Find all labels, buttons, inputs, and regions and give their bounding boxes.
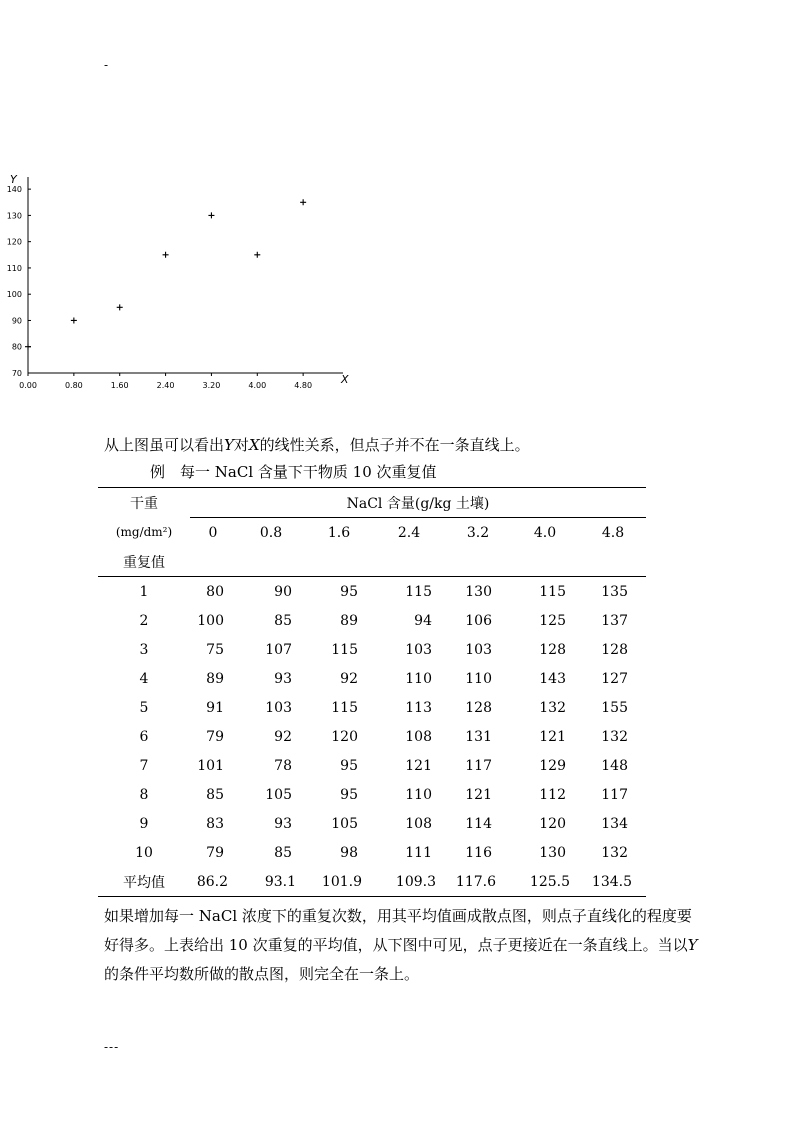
repeat-index-cell: 7 [139, 757, 149, 774]
table-cell: 79 [206, 844, 224, 861]
column-header: 1.6 [327, 524, 351, 541]
table-cell: 113 [405, 699, 432, 716]
table-cell: 121 [465, 786, 492, 803]
repeat-index-cell: 4 [139, 670, 149, 687]
y-tick-label: 70 [11, 369, 22, 378]
table-cell: 93 [274, 670, 292, 687]
mean-label-cell: 平均值 [98, 867, 190, 897]
y-tick-label: 90 [11, 316, 22, 326]
table-cell: 131 [465, 728, 492, 745]
table-row [98, 693, 646, 722]
table-cell: 103 [465, 641, 492, 658]
table-cell: 112 [539, 786, 566, 803]
table-cell: 128 [601, 641, 628, 658]
table-cell: 117 [465, 757, 492, 774]
y-tick-label: 130 [6, 211, 22, 221]
data-point-marker [25, 344, 31, 350]
y-tick-label: 110 [6, 263, 22, 273]
table-cell: 115 [539, 583, 566, 600]
table-cell: 90 [274, 583, 292, 600]
p2-text-b: 的条件平均数所做的散点图，则完全在一条上。 [104, 965, 420, 983]
mean-cell: 117.6 [446, 867, 510, 897]
x-tick-label: 4.00 [248, 381, 267, 390]
repeat-index-cell: 3 [139, 641, 149, 658]
column-header: 2.4 [397, 524, 421, 541]
table-cell: 110 [405, 670, 432, 687]
table-cell: 95 [340, 757, 358, 774]
table-cell: 117 [601, 786, 628, 803]
mean-cell: 134.5 [580, 867, 646, 897]
y-tick-label: 80 [11, 342, 22, 352]
table-caption: 例 每一 NaCl 含量下干物质 10 次重复值 [150, 463, 437, 481]
table-cell: 121 [405, 757, 432, 774]
paragraph-2 [104, 902, 704, 989]
table-cell: 132 [601, 844, 628, 861]
p1-var-y: Y [224, 436, 234, 454]
x-tick-label: 1.60 [110, 381, 129, 390]
scatter-chart [0, 165, 360, 397]
repeat-index-cell: 5 [139, 699, 149, 716]
table-cell: 80 [206, 583, 224, 600]
table-cell: 106 [465, 612, 492, 629]
data-table [98, 487, 646, 897]
column-header: 0.8 [259, 524, 283, 541]
table-row [98, 838, 646, 867]
table-cell: 79 [206, 728, 224, 745]
table-cell: 129 [539, 757, 566, 774]
table-cell: 108 [405, 728, 432, 745]
x-tick-label: 2.40 [156, 381, 175, 390]
mean-cell: 86.2 [190, 867, 236, 897]
p2-var-y: Y [687, 936, 698, 954]
table-cell: 75 [206, 641, 224, 658]
table-cell: 94 [414, 612, 432, 629]
table-row [98, 780, 646, 809]
table-cell: 125 [539, 612, 566, 629]
table-cell: 107 [265, 641, 292, 658]
row-header-line2: (mg/dm²) [115, 525, 173, 540]
table-cell: 103 [265, 699, 292, 716]
data-point-marker [117, 304, 123, 310]
p1-text-a: 从上图虽可以看出 [104, 436, 225, 454]
table-cell: 114 [465, 815, 492, 832]
x-tick-label: 3.20 [202, 381, 221, 390]
table-row [98, 635, 646, 664]
column-header: 0 [208, 524, 218, 541]
table-cell: 115 [331, 699, 358, 716]
table-cell: 105 [331, 815, 358, 832]
column-header: 4.0 [533, 524, 557, 541]
table-row [98, 664, 646, 693]
table-cell: 121 [539, 728, 566, 745]
column-header: 3.2 [466, 524, 490, 541]
mean-cell: 101.9 [306, 867, 372, 897]
table-cell: 92 [340, 670, 358, 687]
mean-row [98, 867, 646, 897]
table-cell: 110 [405, 786, 432, 803]
table-cell: 100 [197, 612, 224, 629]
table-cell: 95 [340, 583, 358, 600]
table-cell: 89 [206, 670, 224, 687]
table-cell: 128 [539, 641, 566, 658]
p1-text-b: 对 [233, 436, 249, 454]
table-cell: 111 [405, 844, 432, 861]
table-cell: 93 [274, 815, 292, 832]
table-row [98, 606, 646, 635]
page-top-mark: - [104, 58, 109, 72]
table-cell: 127 [601, 670, 628, 687]
column-header: 4.8 [601, 524, 625, 541]
table-row [98, 809, 646, 838]
table-cell: 108 [405, 815, 432, 832]
p2-text-a: 如果增加每一 NaCl 浓度下的重复次数，用其平均值画成散点图，则点子直线化的程度要好得多。上表给出 10 次重复的平均值，从下图中可见，点子更接近在一条直线上。当以 [104, 907, 692, 954]
table-cell: 120 [539, 815, 566, 832]
x-tick-label: 0.00 [19, 381, 37, 390]
table-cell: 135 [601, 583, 628, 600]
table-cell: 85 [274, 612, 292, 629]
table-cell: 115 [331, 641, 358, 658]
table-row [98, 751, 646, 780]
table-cell: 98 [340, 844, 358, 861]
data-point-marker [300, 199, 306, 205]
table-cell: 120 [331, 728, 358, 745]
data-point-marker [163, 252, 169, 258]
table-cell: 89 [340, 612, 358, 629]
table-cell: 83 [206, 815, 224, 832]
table-row [98, 722, 646, 751]
data-point-marker [254, 252, 260, 258]
table-cell: 95 [340, 786, 358, 803]
table-cell: 137 [601, 612, 628, 629]
p1-text-c: 的线性关系，但点子并不在一条直线上。 [259, 436, 530, 454]
group-header: NaCl 含量(g/kg 土壤) [190, 488, 646, 518]
table-cell: 148 [601, 757, 628, 774]
table-cell: 92 [274, 728, 292, 745]
data-point-marker [208, 212, 214, 218]
repeat-index-cell: 2 [139, 612, 149, 629]
repeat-index-cell: 10 [135, 844, 153, 861]
table-cell: 134 [601, 815, 628, 832]
repeat-index-cell: 8 [139, 786, 149, 803]
paragraph-1 [104, 431, 530, 460]
repeat-index-cell: 6 [139, 728, 149, 745]
table-cell: 105 [265, 786, 292, 803]
mean-cell: 125.5 [510, 867, 580, 897]
table-cell: 103 [405, 641, 432, 658]
table-cell: 91 [206, 699, 224, 716]
row-header-line1: 干重 [98, 488, 190, 518]
x-axis-label: X [341, 373, 349, 386]
table-cell: 116 [465, 844, 492, 861]
table-cell: 110 [465, 670, 492, 687]
x-tick-label: 4.80 [294, 381, 313, 390]
p1-var-x: X [248, 436, 260, 454]
table-cell: 132 [601, 728, 628, 745]
x-tick-label: 0.80 [64, 381, 83, 390]
y-tick-label: 120 [6, 237, 22, 247]
table-cell: 85 [206, 786, 224, 803]
table-cell: 155 [601, 699, 628, 716]
table-cell: 128 [465, 699, 492, 716]
data-point-marker [71, 317, 77, 323]
repeat-index-cell: 9 [139, 815, 149, 832]
table-cell: 132 [539, 699, 566, 716]
table-cell: 101 [197, 757, 224, 774]
table-cell: 130 [539, 844, 566, 861]
page-bottom-mark: --- [104, 1040, 120, 1054]
table-cell: 130 [465, 583, 492, 600]
mean-cell: 93.1 [236, 867, 306, 897]
mean-cell: 109.3 [372, 867, 446, 897]
header-spacer [190, 547, 646, 577]
row-header-line3: 重复值 [98, 547, 190, 577]
table-cell: 143 [539, 670, 566, 687]
table-cell: 115 [405, 583, 432, 600]
repeat-index-cell: 1 [139, 583, 149, 600]
y-axis-label: Y [10, 173, 17, 186]
y-tick-label: 140 [6, 185, 22, 195]
table-cell: 85 [274, 844, 292, 861]
table-row [98, 577, 646, 607]
table-cell: 78 [274, 757, 292, 774]
y-tick-label: 100 [6, 290, 22, 300]
